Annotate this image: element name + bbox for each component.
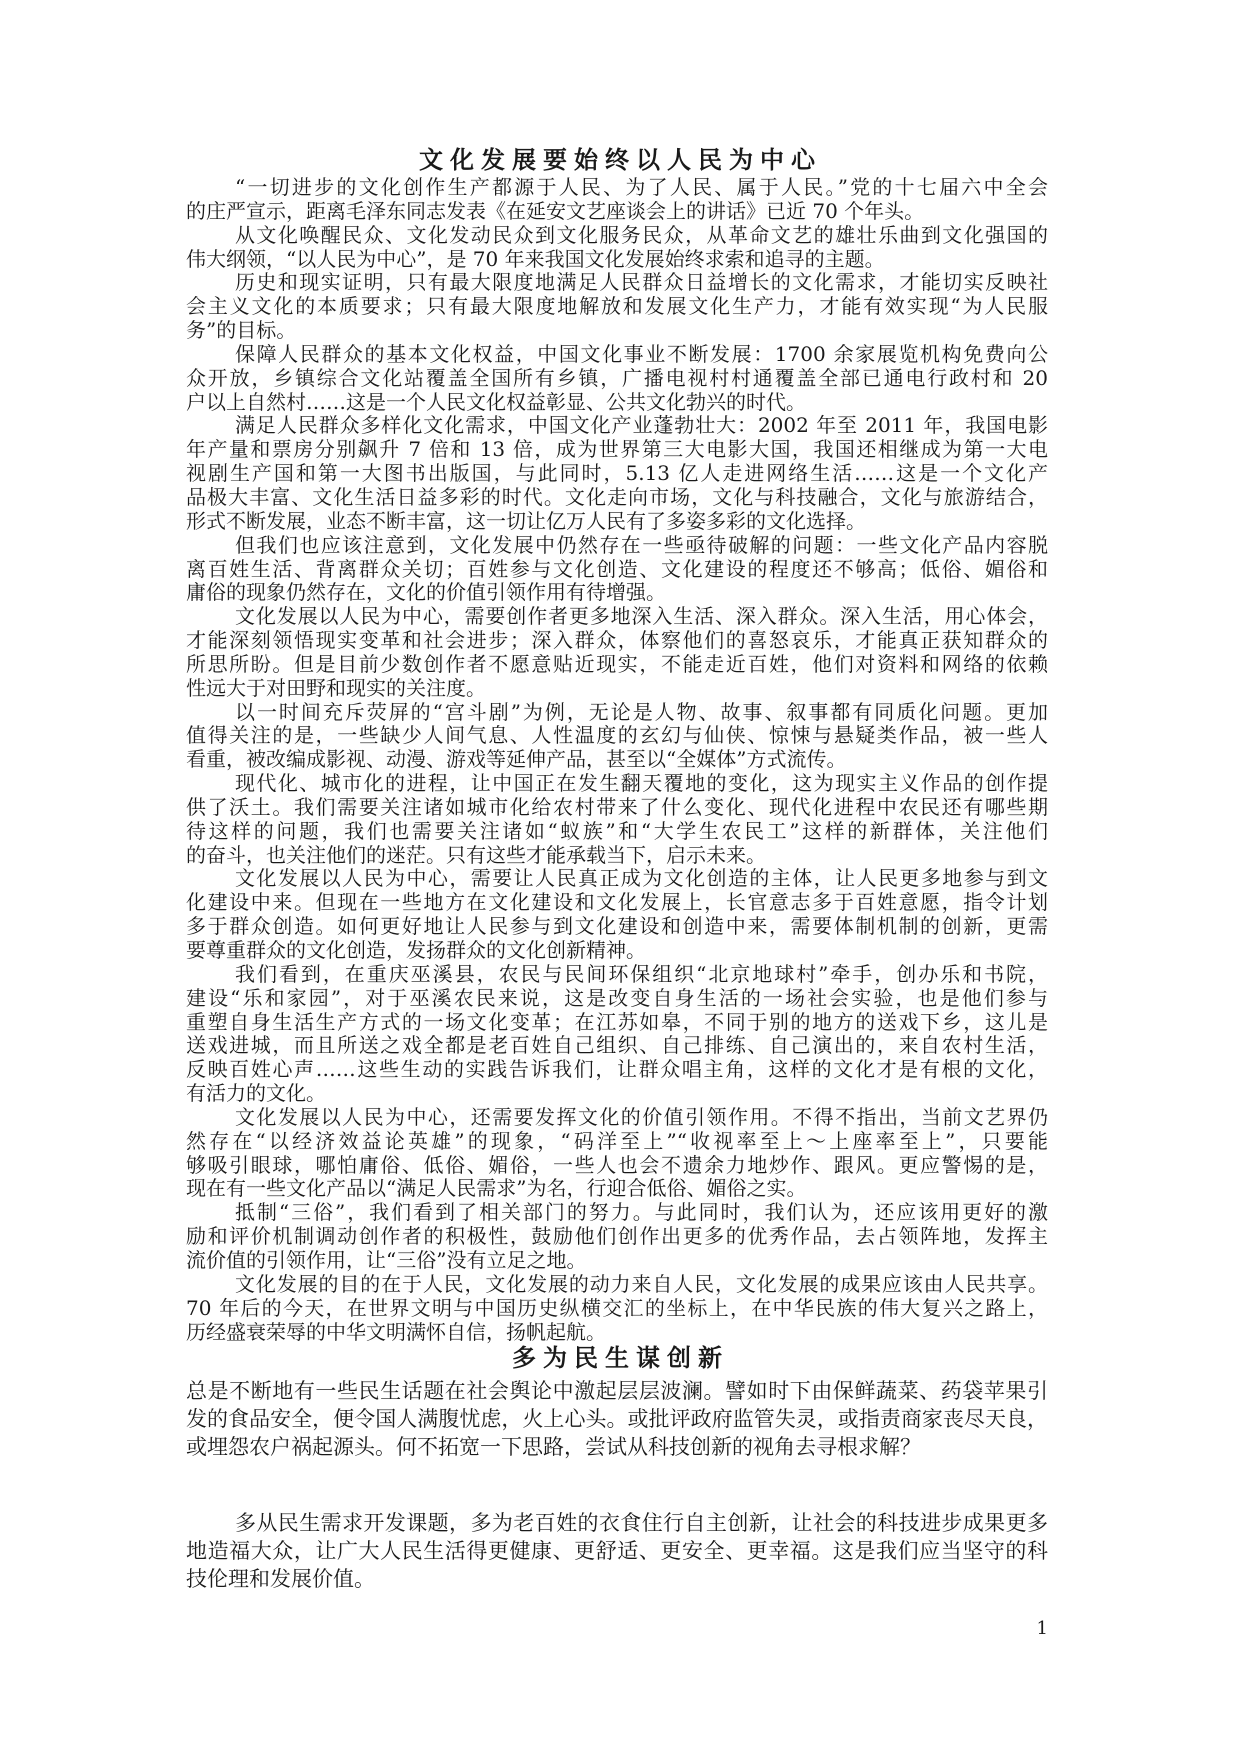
text-line: 文化发展的目的在于人民，文化发展的动力来自人民，文化发展的成果应该由人民共享。 [235,1271,1048,1296]
text-line: 文化发展以人民为中心，需要让人民真正成为文化创造的主体，让人民更多地参与到文 [235,866,1048,891]
text-line: 抵制“三俗”，我们看到了相关部门的努力。与此同时，我们认为，还应该用更好的激 [235,1200,1048,1225]
paragraph [186,1201,1048,1273]
page-number: 1 [1036,1618,1048,1639]
paragraph [186,271,1048,343]
text-line: 形式不断发展，业态不断丰富，这一切让亿万人民有了多姿多彩的文化选择。 [186,508,866,533]
paragraph [186,1273,1048,1345]
text-line: 建设“乐和家园”，对于巫溪农民来说，这是改变自身生活的一场社会实验，也是他们参与 [186,985,1048,1010]
paragraph [186,343,1048,415]
text-line: 待这样的问题，我们也需要关注诸如“蚁族”和“大学生农民工”这样的新群体，关注他们 [186,818,1048,843]
paragraph [186,867,1048,962]
text-line: 值得关注的是，一些缺少人间气息、人性温度的玄幻与仙侠、惊悚与悬疑类作品，被一些人 [186,723,1048,748]
article-1-title: 文化发展要始终以人民为中心 [419,145,822,174]
article-1-body [186,176,1048,1344]
text-line: 看重，被改编成影视、动漫、游戏等延伸产品，甚至以“全媒体”方式流传。 [186,747,847,772]
text-line: 反映百姓心声……这些生动的实践告诉我们，让群众唱主角，这样的文化才是有根的文化， [186,1057,1048,1082]
paragraph [186,605,1048,700]
text-line: 以一时间充斥荧屏的“宫斗剧”为例，无论是人物、故事、叙事都有同质化问题。更加 [235,699,1048,724]
text-line: 众开放，乡镇综合文化站覆盖全国所有乡镇，广播电视村村通覆盖全部已通电行政村和 20 [186,365,1048,390]
text-line: 庸俗的现象仍然存在，文化的价值引领作用有待增强。 [186,580,666,605]
text-line: 现代化、城市化的进程，让中国正在发生翻天覆地的变化，这为现实主义作品的创作提 [235,771,1048,796]
text-line: 会主义文化的本质要求；只有最大限度地解放和发展文化生产力，才能有效实现“为人民服 [186,294,1048,319]
text-line: 的庄严宣示，距离毛泽东同志发表《在延安文艺座谈会上的讲话》已近 70 个年头。 [186,198,925,223]
text-line: 历经盛衰荣辱的中华文明满怀自信，扬帆起航。 [186,1319,606,1344]
text-line: 才能深刻领悟现实变革和社会进步；深入群众，体察他们的喜怒哀乐，才能真正获知群众的 [186,628,1048,653]
paragraph [186,701,1048,773]
text-line: 够吸引眼球，哪怕庸俗、低俗、媚俗，一些人也会不遗余力地炒作、跟风。更应警惕的是， [186,1152,1048,1177]
article-2-body [186,1377,1048,1593]
text-line: 70 年后的今天，在世界文明与中国历史纵横交汇的坐标上，在中华民族的伟大复兴之路上， [186,1295,1048,1320]
paragraph [186,1377,1048,1461]
text-line: 伟大纲领，“以人民为中心”，是 70 年来我国文化发展始终求索和追寻的主题。 [186,246,885,271]
text-line: 户以上自然村……这是一个人民文化权益彰显、公共文化勃兴的时代。 [186,389,806,414]
text-line: 现在有一些文化产品以“满足人民需求”为名，行迎合低俗、媚俗之实。 [186,1176,807,1201]
paragraph [186,963,1048,1106]
text-line: 励和评价机制调动创作者的积极性，鼓励他们创作出更多的优秀作品，去占领阵地，发挥主 [186,1224,1048,1249]
text-line: 化建设中来。但现在一些地方在文化建设和文化发展上，长官意志多于百姓意愿，指令计划 [186,890,1048,915]
text-line: 文化发展以人民为中心，需要创作者更多地深入生活、深入群众。深入生活，用心体会， [235,604,1048,629]
text-line: 地造福大众，让广大人民生活得更健康、更舒适、更安全、更幸福。这是我们应当坚守的科 [186,1539,1048,1563]
text-line: 或埋怨农户祸起源头。何不拓宽一下思路，尝试从科技创新的视角去寻根求解？ [186,1435,921,1459]
text-line: 视剧生产国和第一大图书出版国，与此同时，5.13 亿人走进网络生活……这是一个文化产 [186,461,1048,486]
text-line: 年产量和票房分别飙升 7 倍和 13 倍，成为世界第三大电影大国，我国还相继成为第一大电 [186,437,1048,462]
text-line: 所思所盼。但是目前少数创作者不愿意贴近现实，不能走近百姓，他们对资料和网络的依赖 [186,651,1048,676]
text-line: 然存在“以经济效益论英雄”的现象，“码洋至上”“收视率至上～上座率至上”，只要能 [186,1128,1048,1153]
text-line: 重塑自身生活生产方式的一场文化变革；在江苏如皋，不同于别的地方的送戏下乡，这儿是 [186,1009,1048,1034]
text-line: 务”的目标。 [186,318,297,343]
text-line: 多从民生需求开发课题，多为老百姓的衣食住行自主创新，让社会的科技进步成果更多 [235,1511,1048,1535]
text-line: 流价值的引领作用，让“三俗”没有立足之地。 [186,1247,587,1272]
text-line: 但我们也应该注意到，文化发展中仍然存在一些亟待破解的问题：一些文化产品内容脱 [235,532,1048,557]
text-line: 发的食品安全，便令国人满腹忧虑，火上心头。或批评政府监管失灵，或指责商家丧尽天良， [186,1407,1048,1431]
paragraph [186,224,1048,272]
text-line: 供了沃土。我们需要关注诸如城市化给农村带来了什么变化、现代化进程中农民还有哪些期 [186,794,1048,819]
text-line: 文化发展以人民为中心，还需要发挥文化的价值引领作用。不得不指出，当前文艺界仍 [235,1104,1048,1129]
text-line: 保障人民群众的基本文化权益，中国文化事业不断发展：1700 余家展览机构免费向公 [235,341,1048,366]
text-line: 多于群众创造。如何更好地让人民参与到文化建设和创造中来，需要体制机制的创新，更需 [186,914,1048,939]
paragraph [186,534,1048,606]
text-line: 我们看到，在重庆巫溪县，农民与民间环保组织“北京地球村”牵手，创办乐和书院， [235,961,1048,986]
text-line: 有活力的文化。 [186,1081,326,1106]
paragraph [186,176,1048,224]
paragraph [186,1106,1048,1201]
text-line: 从文化唤醒民众、文化发动民众到文化服务民众，从革命文艺的雄壮乐曲到文化强国的 [235,222,1048,247]
text-line: 技伦理和发展价值。 [186,1567,375,1591]
text-line: 要尊重群众的文化创造，发扬群众的文化创新精神。 [186,938,646,962]
paragraph [186,414,1048,533]
article-2-title: 多为民生谋创新 [512,1343,729,1372]
text-line: 离百姓生活、背离群众关切；百姓参与文化创造、文化建设的程度还不够高；低俗、媚俗和 [186,556,1048,581]
paragraph [186,1509,1048,1593]
text-line: 性远大于对田野和现实的关注度。 [186,675,486,700]
text-line: 的奋斗，也关注他们的迷茫。只有这些才能承载当下，启示未来。 [186,842,766,867]
paragraph [186,772,1048,867]
text-line: 品极大丰富、文化生活日益多彩的时代。文化走向市场，文化与科技融合，文化与旅游结合， [186,484,1048,509]
text-line: “一切进步的文化创作生产都源于人民、为了人民、属于人民。”党的十七届六中全会 [235,175,1048,199]
text-line: 总是不断地有一些民生话题在社会舆论中激起层层波澜。譬如时下由保鲜蔬菜、药袋苹果引 [186,1379,1048,1403]
text-line: 送戏进城，而且所送之戏全都是老百姓自己组织、自己排练、自己演出的，来自农村生活， [186,1033,1048,1058]
text-line: 满足人民群众多样化文化需求，中国文化产业蓬勃壮大：2002 年至 2011 年，我国电影 [235,413,1048,438]
text-line: 历史和现实证明，只有最大限度地满足人民群众日益增长的文化需求，才能切实反映社 [235,270,1048,295]
